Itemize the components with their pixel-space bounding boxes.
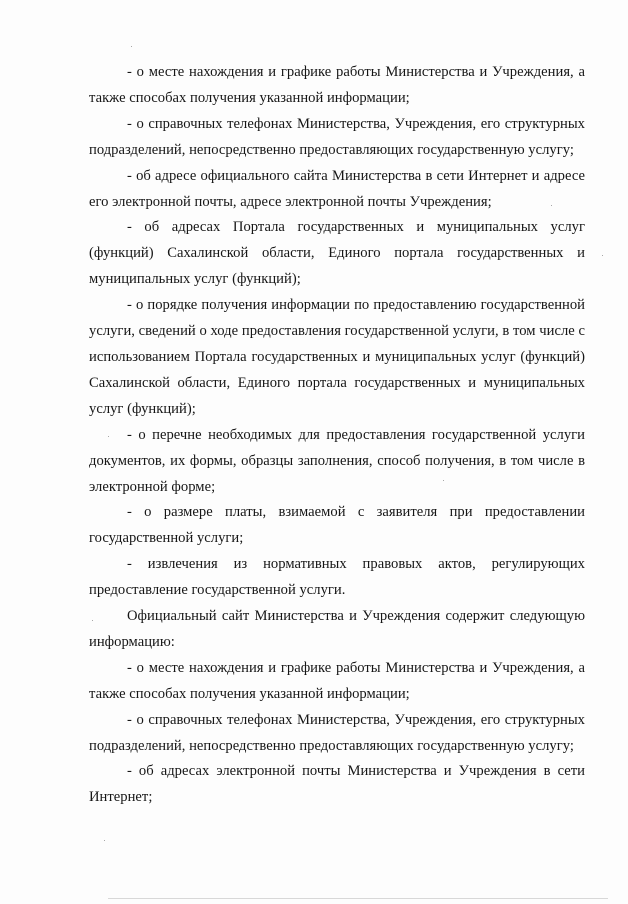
paragraph-location-schedule: - о месте нахождения и графике работы Министерства и Учреждения, а также способах получения указанной информации; (89, 64, 585, 106)
scan-speck (92, 620, 93, 621)
paragraph-info-procedure: - о порядке получения информации по предоставлению государственной услуги, сведений о ходе предоставления государственной услуги, в том числе с использованием Портала государственных и муниципальных услуг (функций) Сахалинской области, Единого портала государственных и муниципальных услуг (функций); (89, 297, 585, 417)
paragraph-email-addresses: - об адресах электронной почты Министерства и Учреждения в сети Интернет; (89, 763, 585, 806)
scan-speck (602, 255, 603, 256)
scan-edge-line (108, 898, 608, 899)
paragraph-reference-phones: - о справочных телефонах Министерства, Учреждения, его структурных подразделений, непосредственно предоставляющих государственную услугу; (89, 115, 585, 158)
paragraph-portal-addresses: - об адресах Портала государственных и муниципальных услуг (функций) Сахалинской области, Единого портала государственных и муниципальных услуг (функций); (89, 219, 585, 288)
paragraph-regulatory-extracts: - извлечения из нормативных правовых актов, регулирующих предоставление государственной услуги. (89, 556, 585, 599)
scan-speck (443, 480, 444, 481)
paragraph-website-contents-intro: Официальный сайт Министерства и Учреждения содержит следующую информацию: (89, 608, 585, 650)
paragraph-reference-phones-repeat: - о справочных телефонах Министерства, Учреждения, его структурных подразделений, непосредственно предоставляющих государственную услугу; (89, 711, 585, 754)
scan-speck (104, 840, 105, 841)
paragraph-website-email: - об адресе официального сайта Министерства в сети Интернет и адресе его электронной почты, адресе электронной почты Учреждения; (89, 167, 585, 210)
scan-speck (131, 46, 132, 47)
scan-speck (108, 436, 109, 437)
paragraph-fee-amount: - о размере платы, взимаемой с заявителя при предоставлении государственной услуги; (89, 504, 585, 547)
scan-speck (551, 205, 552, 206)
document-body (89, 60, 585, 811)
paragraph-location-schedule-repeat: - о месте нахождения и графике работы Министерства и Учреждения, а также способах получения указанной информации; (89, 659, 585, 702)
paragraph-documents-list: - о перечне необходимых для предоставления государственной услуги документов, их формы, образцы заполнения, способ получения, в том числе в электронной форме; (89, 426, 585, 495)
